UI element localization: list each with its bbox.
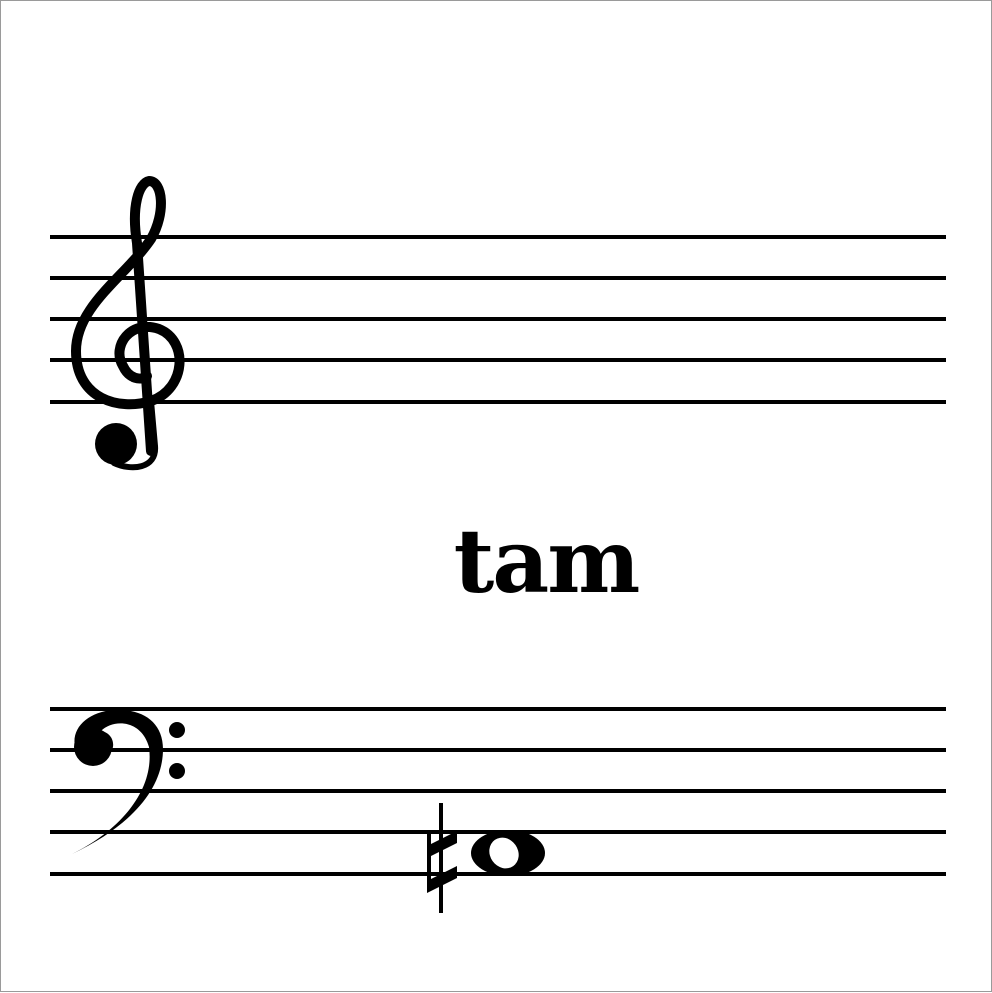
treble-clef-icon <box>76 181 180 467</box>
lyric-syllable: tam <box>453 509 639 613</box>
treble-staff <box>50 237 946 402</box>
whole-note-icon <box>471 830 545 876</box>
natural-accidental-icon <box>427 803 457 913</box>
score-svg <box>1 1 992 993</box>
